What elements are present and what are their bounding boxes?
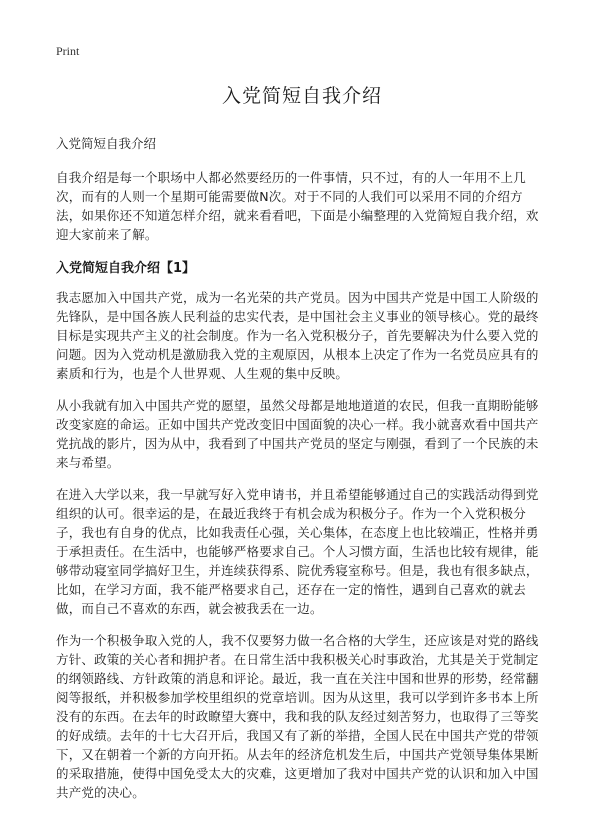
body-paragraph-2: 从小我就有加入中国共产党的愿望，虽然父母都是地地道道的农民，但我一直期盼能够改变家庭的命运。正如中国共产党改变旧中国面貌的决心一样。我小就喜欢看中国共产党抗战的影片，因为从中，我看到了中国共产党员的坚定与刚强，看到了一个民族的未来与希望。 — [56, 398, 539, 470]
intro-paragraph: 自我介绍是每一个职场中人都必然要经历的一件事情，只不过，有的人一年用不上几次，而有的人则一个星期可能需要做N次。对于不同的人我们可以采用不同的介绍方法，如果你还不知道怎样介绍，就来看看吧，下面是小编整理的入党简短自我介绍，欢迎大家前来了解。 — [56, 170, 539, 242]
document-title: 入党简短自我介绍 — [221, 85, 382, 107]
body-paragraph-4: 作为一个积极争取入党的人，我不仅要努力做一名合格的大学生，还应该是对党的路线方针、政策的关心者和拥护者。在日常生活中我积极关心时事政治，尤其是关于党制定的纲领路线、方针政策的消息和评论。最近，我一直在关注中国和世界的形势，经常翻阅等报纸，并积极参加学校里组织的党章培训。因为从这里，我可以学到许多书本上所没有的东西。在去年的时政瞭望大赛中，我和我的队友经过刻苦努力，也取得了三等奖的好成绩。去年的十七大召开后，我国又有了新的举措，全国人民在中国共产党的带领下，又在朝着一个新的方向开拓。从去年的经济危机发生后，中国共产党领导集体果断的采取措施，使得中国免受太大的灾难，这更增加了我对中国共产党的认识和加入中国共产党的决心。 — [56, 633, 539, 800]
document-page — [56, 44, 548, 815]
intro-subtitle: 入党简短自我介绍 — [56, 136, 157, 151]
section-heading: 入党简短自我介绍【1】 — [56, 261, 196, 276]
body-paragraph-1: 我志愿加入中国共产党，成为一名光荣的共产党员。因为中国共产党是中国工人阶级的先锋队，是中国各族人民利益的忠实代表，是中国社会主义事业的领导核心。党的最终目标是实现共产主义的社会制度。作为一名入党积极分子，首先要解决为什么要入党的问题。因为入党动机是激励我入党的主观原因，从根本上决定了作为一名党员应具有的素质和行为，也是个人世界观、人生观的集中反映。 — [56, 290, 539, 381]
print-label: Print — [56, 44, 80, 58]
body-paragraph-3: 在进入大学以来，我一早就写好入党申请书，并且希望能够通过自己的实践活动得到党组织的认可。很幸运的是，在最近我终于有机会成为积极分子。作为一个入党积极分子，我也有自身的优点，比如我责任心强，关心集体，在态度上也比较端正，性格并勇于承担责任。在生活中，也能够严格要求自己。个人习惯方面，生活也比较有规律，能够带动寝室同学搞好卫生，并连续获得系、院优秀寝室称号。但是，我也有很多缺点，比如，在学习方面，我不能严格要求自己，还存在一定的惰性，遇到自己喜欢的就去做，而自己不喜欢的东西，就会被我丢在一边。 — [56, 487, 539, 616]
